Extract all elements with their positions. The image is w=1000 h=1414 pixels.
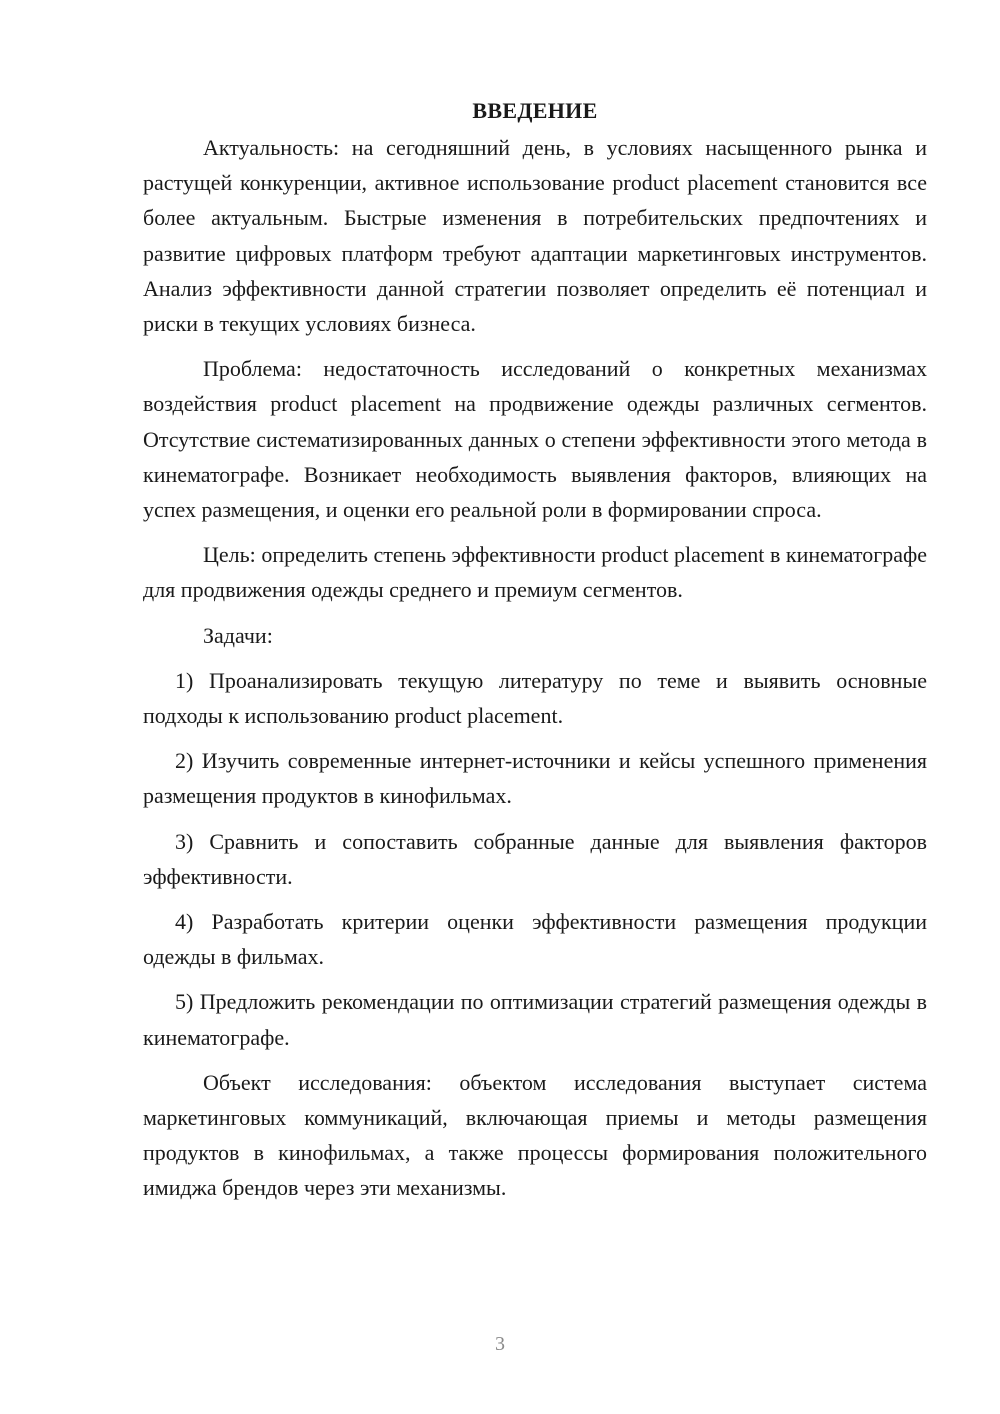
relevance-paragraph: Актуальность: на сегодняшний день, в условиях насыщенного рынка и растущей конкуренции, активное использование product placement становится все более актуальным. Быстрые изменения в потребительских предпочтениях и развитие цифровых платформ требуют адаптации маркетинговых инструментов. Анализ эффективности данной стратегии позволяет определить её потенциал и риски в текущих условиях бизнеса. xyxy=(143,135,927,337)
page-number: 3 xyxy=(495,1333,505,1355)
task-item-2: 2) Изучить современные интернет-источники и кейсы успешного применения размещения продуктов в кинофильмах. xyxy=(143,748,927,809)
object-paragraph: Объект исследования: объектом исследования выступает система маркетинговых коммуникаций, включающая приемы и методы размещения продуктов в кинофильмах, а также процессы формирования положительного имиджа брендов через эти механизмы. xyxy=(143,1069,927,1201)
task-item-5: 5) Предложить рекомендации по оптимизации стратегий размещения одежды в кинематографе. xyxy=(143,989,927,1050)
task-item-3: 3) Сравнить и сопоставить собранные данные для выявления факторов эффективности. xyxy=(143,828,927,889)
document-page xyxy=(143,96,927,1216)
task-item-4: 4) Разработать критерии оценки эффективности размещения продукции одежды в фильмах. xyxy=(143,909,927,970)
tasks-list xyxy=(143,663,927,1055)
page-title: ВВЕДЕНИЕ xyxy=(472,98,598,123)
task-item-1: 1) Проанализировать текущую литературу по теме и выявить основные подходы к использованию product placement. xyxy=(143,667,927,729)
tasks-heading: Задачи: xyxy=(203,622,273,648)
problem-paragraph: Проблема: недостаточность исследований о конкретных механизмах воздействия product placement на продвижение одежды различных сегментов. Отсутствие систематизированных данных о степени эффективности этого метода в кинематографе. Возникает необходимость выявления факторов, влияющих на успех размещения, и оценки его реальной роли в формировании спроса. xyxy=(143,356,927,523)
goal-paragraph: Цель: определить степень эффективности product placement в кинематографе для продвижения одежды среднего и премиум сегментов. xyxy=(143,542,927,603)
